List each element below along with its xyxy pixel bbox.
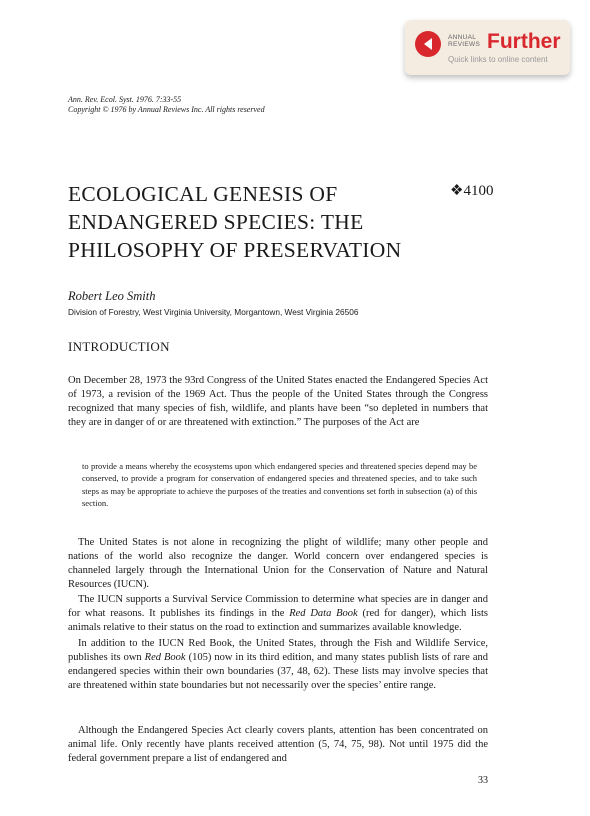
citation-line: Ann. Rev. Ecol. Syst. 1976. 7:33-55: [68, 95, 182, 104]
paragraph: In addition to the IUCN Red Book, the United States, through the Fish and Wildlife Service, publishes its own Red Book (105) now in its third edition, and many states publish lists of rare and endangered species within their own boundaries (37, 48, 62). These lists may involve species that are threatened within state boundaries but not necessarily over the species’ entire range.: [68, 638, 488, 691]
copyright-line: Copyright © 1976 by Annual Reviews Inc. All rights reserved: [68, 105, 265, 114]
publisher-label: ANNUAL REVIEWS: [448, 34, 481, 48]
section-heading: INTRODUCTION: [68, 339, 170, 354]
citation: [68, 95, 265, 115]
paragraph: The IUCN supports a Survival Service Commission to determine what species are in danger and for what reasons. It publishes its findings in the Red Data Book (red for danger), which lists animals relative to their status on the road to extinction and summarizes available knowledge.: [68, 594, 489, 633]
article-title: ECOLOGICAL GENESIS OF ENDANGERED SPECIES: THE PHILOSOPHY OF PRESERVATION: [68, 182, 402, 262]
page-number: 33: [478, 775, 488, 786]
article-code: ❖4100: [450, 183, 494, 199]
play-back-icon: [415, 31, 441, 57]
author-affiliation: Division of Forestry, West Virginia University, Morgantown, West Virginia 26506: [68, 307, 359, 317]
paragraph: Although the Endangered Species Act clearly covers plants, attention has been concentrated on animal life. Only recently have plants received attention (5, 74, 75, 98). Not until 1975 did the federal government prepare a list of endangered and: [68, 725, 488, 764]
author-name: Robert Leo Smith: [68, 289, 156, 303]
paragraph: The United States is not alone in recognizing the plight of wildlife; many other people and nations of the world also recognize the danger. World concern over endangered species is channeled largely through the International Union for the Conservation of Nature and Natural Resources (IUCN).: [68, 537, 488, 590]
paragraph: On December 28, 1973 the 93rd Congress of the United States enacted the Endangered Species Act of 1973, a revision of the 1969 Act. Thus the people of the United States through the Congress recognized that many species of fish, wildlife, and plants have been “so depleted in numbers that they are in danger of or are threatened with extinction.” The purposes of the Act are: [68, 375, 488, 428]
badge-title: Further: [487, 30, 561, 53]
further-badge[interactable]: [405, 20, 570, 75]
block-quote: to provide a means whereby the ecosystems upon which endangered species and threatened species depend may be conserved, to provide a program for conservation of endangered species and threatened species, and to take such steps as may be appropriate to achieve the purposes of the treaties and conventions set forth in subsection (a) of this section.: [82, 461, 477, 508]
badge-subtitle: Quick links to online content: [448, 55, 548, 64]
